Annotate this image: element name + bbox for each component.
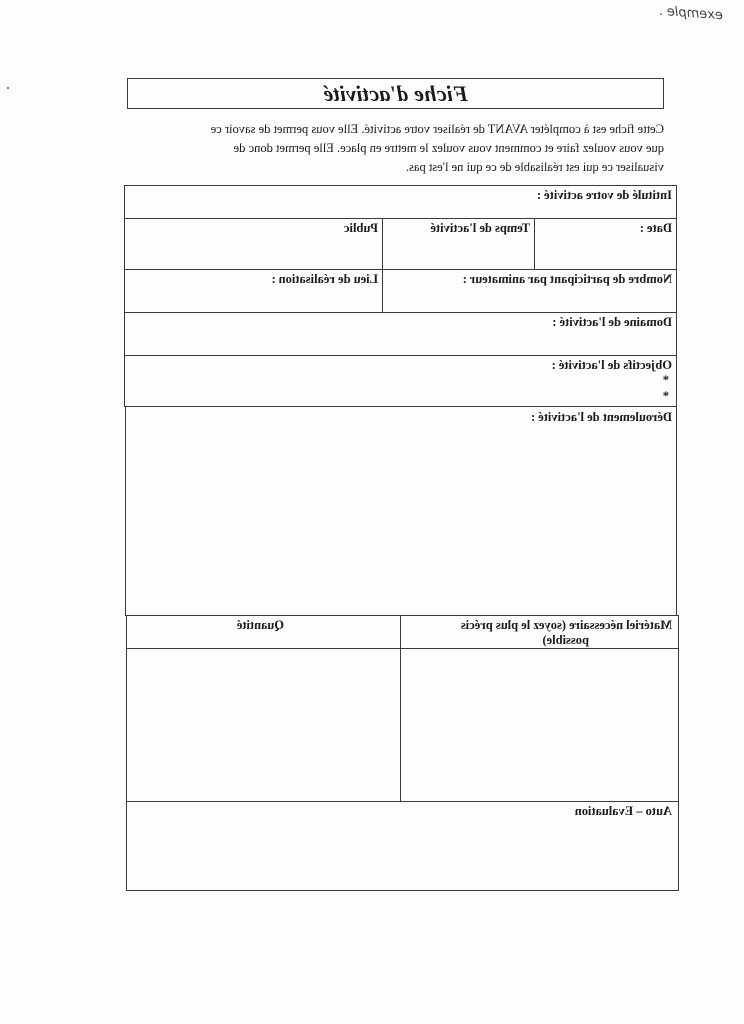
quantite-label: Quantité [236,618,284,632]
row-divider [126,801,679,802]
intro-line-2: que vous voulez faire et comment vous voulez le mettre en place. Elle permet donc de [233,141,664,155]
title-box [127,78,664,109]
objective-bullet: * [662,389,669,403]
objectifs-label: Objectifs de l'activité : [551,358,672,372]
public-label: Public [343,221,378,235]
scan-speck [7,87,9,89]
intro-line-1: Cette fiche est à compléter AVANT de réaliser votre activité. Elle vous permet de savoir ce [210,122,664,136]
col-divider [382,218,383,312]
objective-bullet: * [662,373,669,387]
intro-line-3: visualiser ce qui est réalisable de ce qui ne l'est pas. [405,160,664,174]
nombre-label: Nombre de participant par animateur : [462,272,672,286]
handwritten-note: exemple . [658,3,724,24]
row-divider [124,355,677,356]
materiel-label-line1: Matériel nécessaire (soyez le plus précis [460,618,672,632]
temps-label: Temps de l'activité [430,221,530,235]
page-title: Fiche d'activité [323,81,468,106]
materiel-label-line2: possible) [542,633,589,647]
col-divider [534,218,535,269]
deroulement-box [125,407,677,616]
evaluation-label: Auto – Evaluation [574,804,672,818]
row-divider [124,218,677,219]
domaine-label: Domaine de l'activité : [552,315,672,329]
row-divider [124,312,677,313]
col-divider [400,615,401,801]
deroulement-label: Déroulement de l'activité : [530,410,672,424]
lieu-label: Lieu de réalisation : [271,272,378,286]
row-divider [126,648,679,649]
date-label: Date : [639,221,672,235]
intitule-label: Intitulé de votre activité : [536,188,672,202]
row-divider [124,269,677,270]
materiel-table [126,615,679,891]
